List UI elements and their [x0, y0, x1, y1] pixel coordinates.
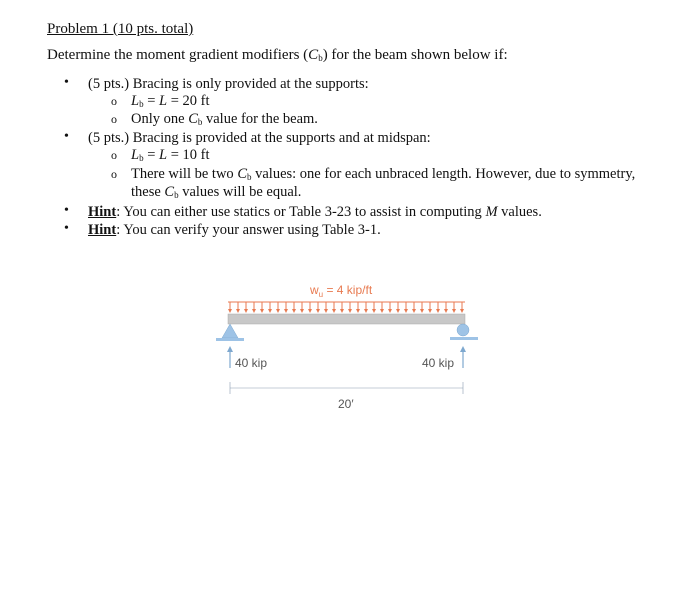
bullet-icon: • — [64, 203, 69, 218]
load-arrow-head — [340, 309, 344, 313]
item-2-sub-1: $L_b = L = 10$ ft — [131, 147, 210, 163]
pin-support-icon — [216, 324, 244, 341]
bullet-icon: • — [64, 221, 69, 236]
load-arrow-head — [308, 309, 312, 313]
left-reaction-label: 40 kip — [235, 356, 268, 370]
load-arrow-head — [404, 309, 408, 313]
problem-title: Problem 1 (10 pts. total) — [47, 21, 194, 37]
load-arrow-head — [332, 309, 336, 313]
load-label: $w_u = 4$ kip/ft — [310, 283, 373, 299]
span-dimension — [230, 382, 463, 394]
load-arrow-head — [260, 309, 264, 313]
load-arrow-head — [436, 309, 440, 313]
beam — [228, 314, 465, 324]
load-arrow-head — [348, 309, 352, 313]
hint-2: Hint: You can verify your answer using Table 3-1. — [88, 222, 381, 238]
bullet-icon: • — [64, 75, 69, 90]
load-arrow-head — [268, 309, 272, 313]
load-arrows — [228, 302, 464, 313]
item-2-sub-2: There will be two $C_b$ values: one for each unbraced length. However, due to symmetry, — [131, 166, 636, 182]
load-arrow-head — [324, 309, 328, 313]
load-arrow-head — [380, 309, 384, 313]
load-arrow-head — [300, 309, 304, 313]
item-2-sub-2-line-2: these $C_b$ values will be equal. — [131, 184, 302, 200]
sub-bullet-icon: o — [111, 94, 117, 108]
load-arrow-head — [292, 309, 296, 313]
item-2-text: (5 pts.) Bracing is provided at the supports and at midspan: — [88, 130, 431, 146]
load-arrow-head — [244, 309, 248, 313]
right-reaction-label: 40 kip — [422, 356, 455, 370]
hint-1: Hint: You can either use statics or Table 3-23 to assist in computing M values. — [88, 204, 542, 220]
load-arrow-head — [412, 309, 416, 313]
load-arrow-head — [428, 309, 432, 313]
item-1-sub-2: Only one $C_b$ value for the beam. — [131, 111, 318, 127]
sub-bullet-icon: o — [111, 148, 117, 162]
load-arrow-head — [364, 309, 368, 313]
roller-support-icon — [450, 324, 478, 340]
load-arrow-head — [316, 309, 320, 313]
load-arrow-head — [276, 309, 280, 313]
sub-bullet-icon: o — [111, 167, 117, 181]
item-1-text: (5 pts.) Bracing is only provided at the supports: — [88, 76, 369, 92]
load-arrow-head — [356, 309, 360, 313]
load-arrow-head — [396, 309, 400, 313]
item-1-sub-1: $L_b = L = 20$ ft — [131, 93, 210, 109]
bullet-icon: • — [64, 129, 69, 144]
load-arrow-head — [372, 309, 376, 313]
load-arrow-head — [228, 309, 232, 313]
load-arrow-head — [284, 309, 288, 313]
load-arrow-head — [460, 309, 464, 313]
distributed-load — [228, 302, 465, 313]
load-arrow-head — [388, 309, 392, 313]
load-arrow-head — [252, 309, 256, 313]
load-arrow-head — [444, 309, 448, 313]
right-reaction-arrow-icon — [460, 346, 466, 368]
problem-intro: Determine the moment gradient modifiers $(C_b)$ for the beam shown below if: — [47, 47, 508, 63]
beam-diagram — [210, 276, 500, 416]
left-reaction-arrow-icon — [227, 346, 233, 368]
load-arrow-head — [420, 309, 424, 313]
span-label: 20′ — [338, 397, 354, 411]
load-arrow-head — [452, 309, 456, 313]
sub-bullet-icon: o — [111, 112, 117, 126]
load-arrow-head — [236, 309, 240, 313]
